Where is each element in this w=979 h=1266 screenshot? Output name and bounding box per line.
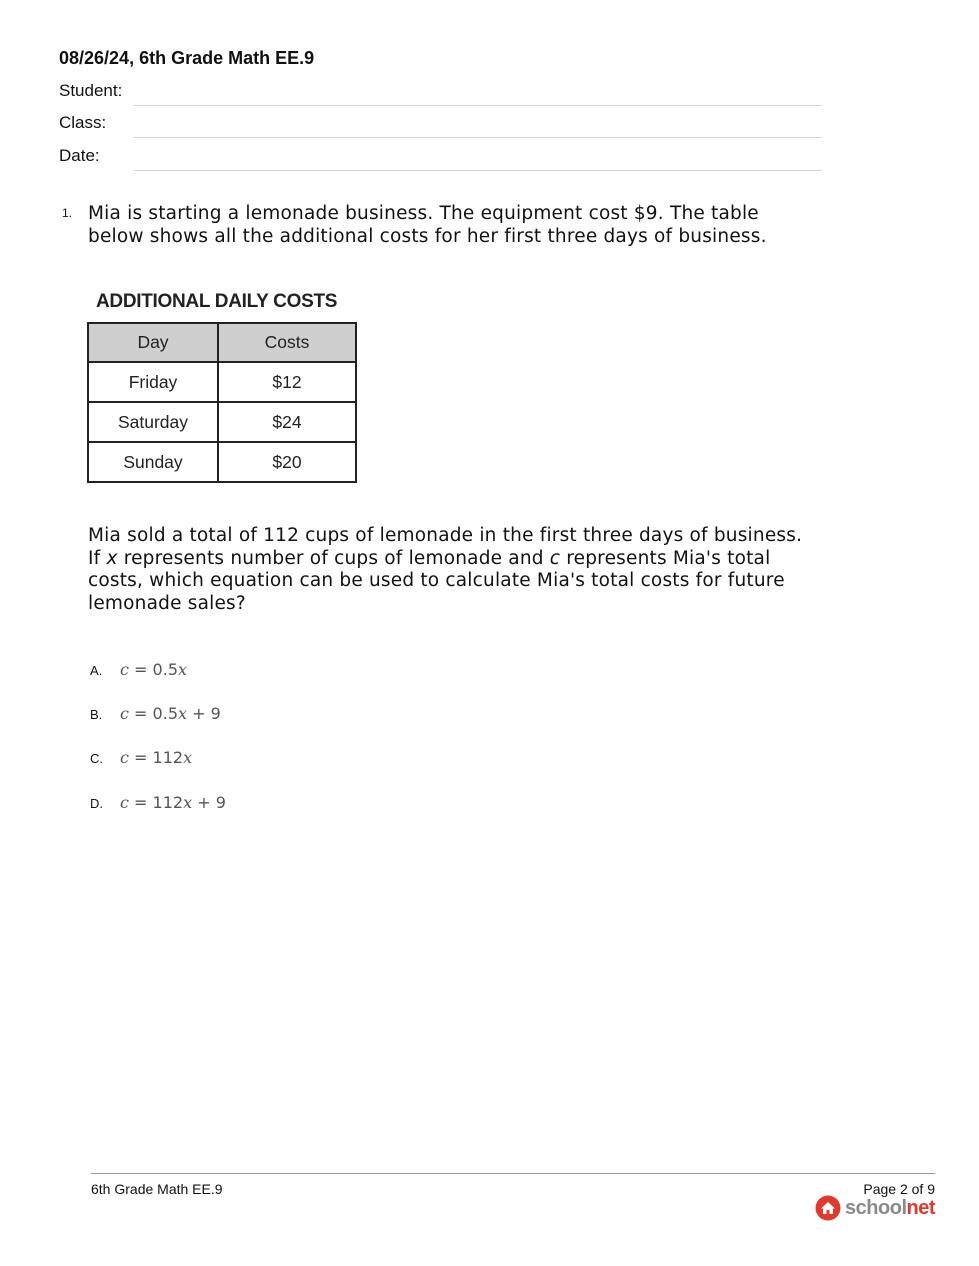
page-number: Page 2 of 9 [863,1181,935,1197]
table-cell-day: Friday [88,362,218,402]
table-header-costs: Costs [218,323,356,362]
table-cell-day: Sunday [88,442,218,482]
class-label: Class: [59,113,107,132]
question-number: 1. [62,206,73,220]
answer-option-a[interactable] [90,660,187,679]
question-intro: Mia is starting a lemonade business. The equipment cost $9. The table below shows all the additional costs for her first three days of business. [88,203,767,247]
table-header-row [88,323,356,362]
worksheet-title: 08/26/24, 6th Grade Math EE.9 [59,48,315,68]
table-cell-cost: $24 [218,402,356,442]
table-cell-cost: $20 [218,442,356,482]
house-icon [815,1195,841,1221]
table-cell-day: Saturday [88,402,218,442]
option-letter: C. [90,751,103,766]
option-letter: B. [90,707,103,722]
answer-option-c[interactable] [90,748,192,767]
table-header-day: Day [88,323,218,362]
prompt-part1: Mia sold a total of 112 cups of lemonade in the first three days of business. If [88,525,803,569]
table-cell-cost: $12 [218,362,356,402]
table-row [88,442,356,482]
prompt-part3: represents Mia's total costs, which equation can be used to calculate Mia's total costs for future lemonade sales? [88,547,785,614]
option-equation: c = 112x + 9 [120,793,226,812]
option-letter: A. [90,663,103,678]
option-equation: c = 112x [120,748,193,767]
question-prompt [88,525,818,615]
answer-option-d[interactable] [90,793,226,812]
table-title: ADDITIONAL DAILY COSTS [96,291,338,312]
answer-option-b[interactable] [90,704,221,723]
student-line [134,105,822,106]
date-label: Date: [59,146,100,165]
option-equation: c = 0.5x [120,660,188,679]
costs-table [87,322,357,483]
prompt-var-x: x [106,547,118,569]
table-row [88,402,356,442]
footer-divider [91,1173,935,1174]
schoolnet-logo [815,1194,935,1222]
logo-wordmark: schoolnet [845,1196,935,1219]
student-label: Student: [59,81,123,100]
table-row [88,362,356,402]
prompt-var-c: c [549,547,561,569]
option-equation: c = 0.5x + 9 [120,704,221,723]
prompt-part2: represents number of cups of lemonade and [117,547,550,569]
class-line [134,137,822,138]
date-line [134,170,822,171]
option-letter: D. [90,796,103,811]
footer-title: 6th Grade Math EE.9 [91,1181,223,1197]
